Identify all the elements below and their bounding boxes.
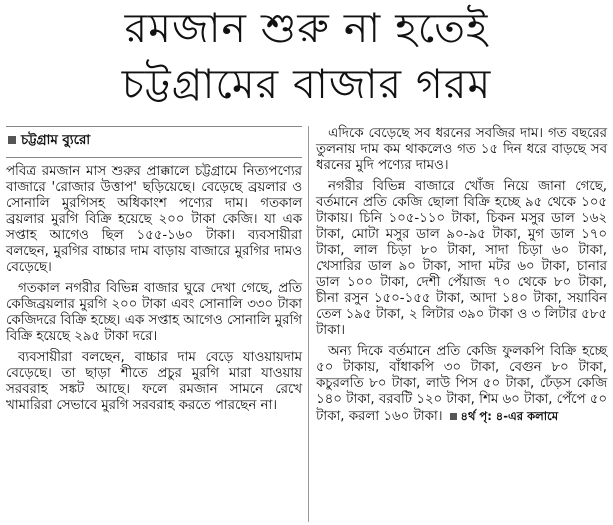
left-paragraph-2: গতকাল নগরীর বিভিন্ন বাজার ঘুরে দেখা গেছে, প্রতি কেজিব্রয়লার মুরগি ২০০ টাকা এবং সোনালি ৩৩০ টাকা কেজিদরে বিক্রি হচ্ছে। এক সপ্তাহ আগেও সোনালি মুরগি বিক্রি হয়েছে ২৯৫ টাকা দরে।	[6, 281, 302, 344]
continuation-note	[450, 409, 558, 423]
right-column	[316, 126, 607, 430]
continuation-text: ৪র্থ পৃ: ৪-এর কলামে	[460, 409, 559, 423]
left-paragraph-3: ব্যবসায়ীরা বলছেন, বাচ্চার দাম বেড়ে যাওয়ায়দাম বেড়েছে। তা ছাড়া শীতে প্রচুর মুরগি মারা যাওয়ায় সরবরাহ সঙ্কট আছে। ফলে রমজান সামনে রেখে খামারিরা সেভাবে মুরগি সরবরাহ করতে পারছেন না।	[6, 350, 302, 413]
byline-rule-bottom	[6, 157, 302, 158]
left-paragraph-1: পবিত্র রমজান মাস শুরুর প্রাক্কালে চট্টগ্রামে নিত্যপণ্যের বাজারে 'রোজার উত্তাপ' ছড়িয়েছে। বেড়েছে ব্রয়লার ও সোনালি মুরগিসহ অধিকাংশ পণ্যের দাম। গতকাল ব্রয়লার মুরগি বিক্রি হয়েছে ২০০ টাকা কেজি। যা এক সপ্তাহ আগেও ছিল ১৫৫-১৬০ টাকা। ব্যবসায়ীরা বলছেন, মুরগির বাচ্চার দাম বাড়ায় বাজারে মুরগির দামও বেড়েছে।	[6, 164, 302, 275]
headline-line-2: চট্টগ্রামের বাজার গরম	[121, 60, 492, 108]
square-bullet-icon	[8, 136, 16, 144]
byline	[8, 133, 302, 149]
column-divider	[308, 126, 309, 522]
square-bullet-icon	[450, 413, 457, 420]
right-paragraph-1: এদিকে বেড়েছে সব ধরনের সবজির দাম। গত বছরের তুলনায় দাম কম থাকলেও গত ১৫ দিন ধরে বাড়ছে সব ধরনের মুদি পণ্যের দামও।	[316, 126, 607, 173]
left-column	[6, 126, 302, 419]
right-paragraph-3	[316, 344, 607, 425]
headline-line-1: রমজান শুরু না হতেই	[124, 4, 489, 52]
right-paragraph-2: নগরীর বিভিন্ন বাজারে খোঁজ নিয়ে জানা গেছে, বর্তমানে প্রতি কেজি ছোলা বিক্রি হচ্ছে ৯৫ থেকে ১০৫ টাকায়। চিনি ১০৫-১১০ টাকা, চিকন মসুর ডাল ১৬২ টাকা, মোটা মসুর ডাল ৯০-৯৫ টাকা, মুগ ডাল ১৭০ টাকা, লাল চিড়া ৮০ টাকা, সাদা চিড়া ৬০ টাকা, খেসারির ডাল ৯০ টাকা, সাদা মটর ৬০ টাকা, চানার ডাল ১০০ টাকা, দেশী পেঁয়াজ ৭০ থেকে ৮০ টাকা, চীনা রসুন ১৫০-১৫৫ টাকা, আদা ১৪০ টাকা, সয়াবিন তেল ১৯৫ টাকা, ২ লিটার ৩৯০ টাকা ও ৩ লিটার ৫৮৫ টাকা।	[316, 179, 607, 338]
byline-rule	[6, 126, 302, 127]
right-paragraph-3-text: অন্য দিকে বর্তমানে প্রতি কেজি ফুলকপি বিক্রি হচ্ছে ৫০ টাকায়, বাঁধাকপি ৩০ টাকা, বেগুন ৮০ টাকা, কচুরলতি ৮০ টাকা, লাউ পিস ৫০ টাকা, ঢেঁড়স কেজি ১৪০ টাকা, বরবটি ১২০ টাকা, শিম ৬০ টাকা, পেঁপে ৫০ টাকা, করলা ১৬০ টাকা।	[316, 344, 607, 424]
byline-text: চট্টগ্রাম ব্যুরো	[21, 133, 91, 148]
